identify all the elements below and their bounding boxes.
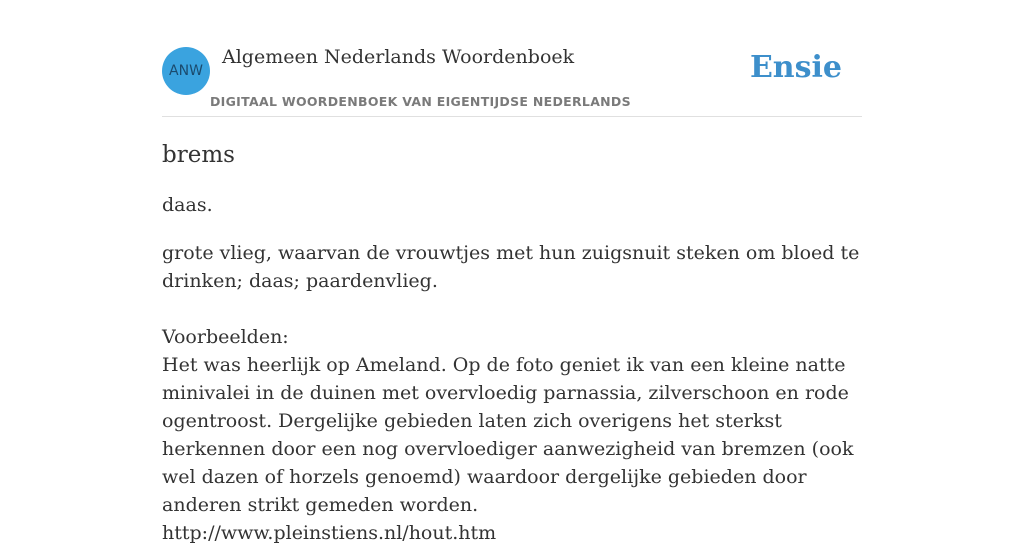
example-text: Het was heerlijk op Ameland. Op de foto geniet ik van een kleine natte minivalei in de duinen met overvloedig parnassia, zilverschoon en rode ogentroost. Dergelijke gebieden laten zich overigens het sterkst herkennen door een nog overvloediger aanwezigheid van bremzen (ook wel dazen of horzels genoemd) waardoor dergelijke gebieden door anderen strikt gemeden worden.: [162, 354, 854, 516]
example-source-url[interactable]: http://www.pleinstiens.nl/hout.htm: [162, 522, 497, 544]
entry-headword: brems: [162, 142, 235, 168]
anw-logo[interactable]: [162, 47, 210, 95]
example-source-link[interactable]: [162, 519, 862, 547]
entry-short-definition: daas.: [162, 194, 213, 216]
examples-label: Voorbeelden:: [162, 326, 289, 348]
site-subtitle: DIGITAAL WOORDENBOEK VAN EIGENTIJDSE NEDERLANDS: [210, 94, 631, 109]
ensie-brand-logo[interactable]: Ensie: [749, 50, 842, 85]
site-title[interactable]: Algemeen Nederlands Woordenboek: [222, 46, 575, 68]
site-header: [162, 0, 862, 117]
logo-text: ANW: [169, 63, 203, 79]
entry-body: [162, 239, 862, 547]
entry-definition: grote vlieg, waarvan de vrouwtjes met hun zuigsnuit steken om bloed te drinken; daas; paardenvlieg.: [162, 242, 860, 292]
paragraph-gap: [162, 295, 862, 323]
